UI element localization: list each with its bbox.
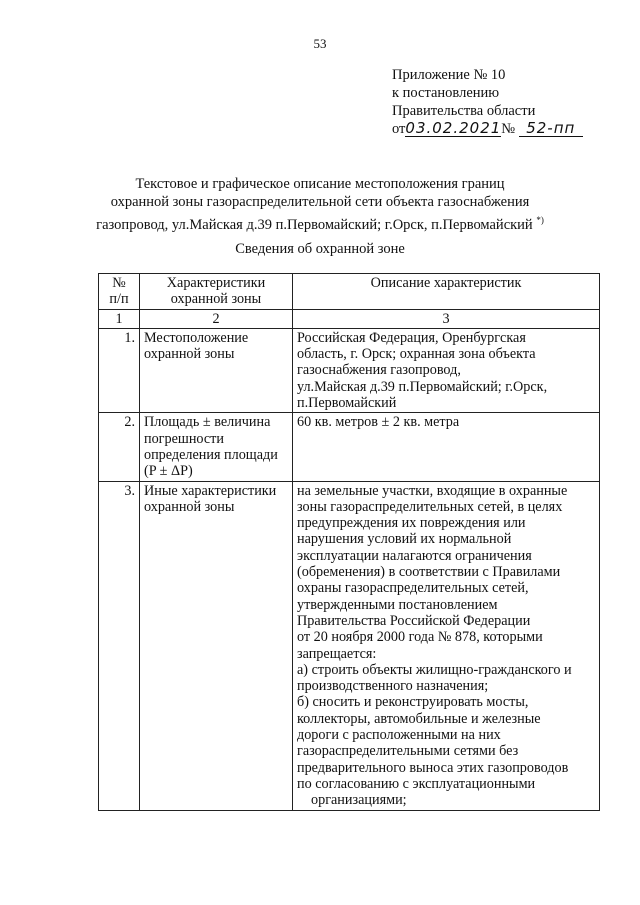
appendix-block	[392, 66, 583, 138]
page-number: 53	[313, 36, 327, 51]
title-line-2: охранной зоны газораспределительной сети объекта газоснабжения	[110, 194, 530, 210]
header-description: Описание характеристик	[293, 274, 600, 310]
row-description: 60 кв. метров ± 2 кв. метра	[293, 413, 600, 481]
row-number: 3.	[99, 481, 140, 810]
number-sign: №	[501, 121, 516, 137]
table-row	[99, 328, 600, 412]
protected-zone-table	[98, 273, 600, 811]
table-header-row	[99, 274, 600, 310]
column-number-row	[99, 309, 600, 328]
row-description: Российская Федерация, Оренбургская область, г. Орск; охранная зона объекта газоснабжения газопровод, ул.Майская д.39 п.Первомайский; г.Орск, п.Первомайский	[293, 328, 600, 412]
column-number-1: 1	[99, 309, 140, 328]
section-title: Сведения об охранной зоне	[235, 241, 405, 257]
table-row	[99, 481, 600, 810]
column-number-3: 3	[293, 309, 600, 328]
date-prefix: от	[392, 121, 406, 137]
row-number: 1.	[99, 328, 140, 412]
title-line-3: газопровод, ул.Майская д.39 п.Первомайский; г.Орск, п.Первомайский *)	[96, 215, 544, 233]
handwritten-number: 52-пп	[519, 120, 583, 137]
table-row	[99, 413, 600, 481]
row-characteristic: Иные характеристики охранной зоны	[140, 481, 293, 810]
appendix-date-line	[392, 120, 583, 138]
footnote-mark: *)	[536, 215, 544, 225]
title-line-1: Текстовое и графическое описание местоположения границ	[135, 176, 505, 192]
row-number: 2.	[99, 413, 140, 481]
row-description: на земельные участки, входящие в охранные зоны газораспределительных сетей, в целях предупреждения их повреждения или нарушения условий их нормальной эксплуатации налагаются ограничения (обременения) в соответствии с Правилами охраны газораспределительных сетей, утвержденными постановлением Правительства Российской Федерации от 20 ноября 2000 года № 878, которыми запрещается: а) строить объекты жилищно-гражданского и производственного назначения; б) сносить и реконструировать мосты, коллекторы, автомобильные и железные дороги с расположенными на них газораспределительными сетями без предварительного выноса этих газопроводов по согласованию с эксплуатационными организациями;	[293, 481, 600, 810]
row-characteristic: Местоположение охранной зоны	[140, 328, 293, 412]
header-characteristics: Характеристики охранной зоны	[140, 274, 293, 310]
appendix-line-1: Приложение № 10	[392, 67, 506, 83]
appendix-line-3: Правительства области	[392, 103, 536, 119]
column-number-2: 2	[140, 309, 293, 328]
header-number: № п/п	[99, 274, 140, 310]
row-characteristic: Площадь ± величина погрешности определения площади (P ± ΔP)	[140, 413, 293, 481]
appendix-line-2: к постановлению	[392, 85, 500, 101]
handwritten-date: 03.02.2021	[405, 119, 502, 137]
document-title	[0, 175, 640, 234]
